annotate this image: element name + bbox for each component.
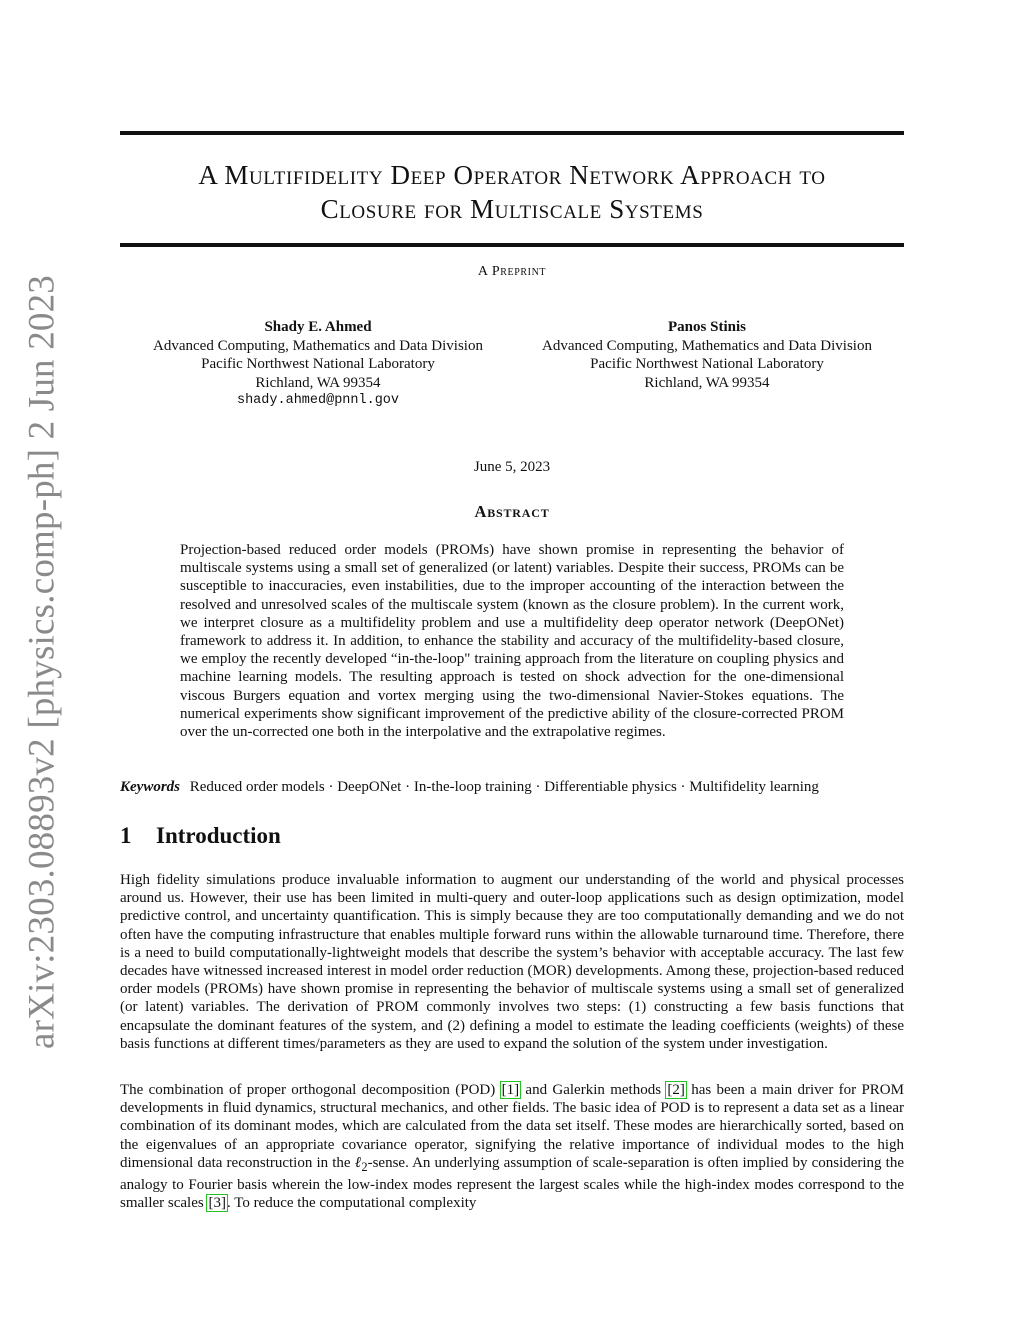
intro-paragraph-2-text: The combination of proper orthogonal decomposition (POD) [120, 1082, 501, 1098]
ell-symbol: ℓ [354, 1154, 362, 1171]
citation-link-2[interactable]: [2] [667, 1082, 685, 1098]
intro-paragraph-1: High fidelity simulations produce invaluable information to augment our understanding of the world and physical processes around us. However, their use has been limited in multi-query and outer-loop applications such as design optimization, model predictive control, and uncertainty quantification. This is simply because they are too computationally demanding and we do not often have the computing infrastructure that enables multiple forward runs within the allowable turnaround time. Therefore, there is a need to build computationally-lightweight models that describe the system’s behavior with acceptable accuracy. The last few decades have witnessed increased interest in model order reduction (MOR) developments. Among these, projection-based reduced order models (PROMs) have shown promise in representing the behavior of multiscale systems using a small set of generalized (or latent) variables. The derivation of PROM commonly involves two steps: (1) constructing a few basis functions that encapsulate the dominant features of the system, and (2) defining a model to estimate the leading coefficients (weights) of these basis functions at different times/parameters as they are used to expand the solution of the system under investigation. [120, 872, 904, 1052]
author-institution: Pacific Northwest National Laboratory [201, 356, 435, 372]
keywords-line [120, 779, 819, 796]
author-institution: Pacific Northwest National Laboratory [590, 356, 824, 372]
intro-paragraph-2-text: . To reduce the computational complexity [226, 1195, 477, 1212]
intro-paragraph-2-text: has been a main driver for PROM developments in fluid dynamics, structural mechanics, and other fields. The basic idea of POD is to represent a data set as a linear combination of its dominant modes, which are calculated from the data set itself. These modes are hierarchically sorted, based on the eigenvalues of an appropriate covariance operator, signifying the relative importance of individual modes to the high dimensional data reconstruction in the [120, 1082, 904, 1171]
paper-title [120, 158, 904, 226]
abstract-heading: Abstract [474, 502, 550, 521]
citation-link-3[interactable]: [3] [208, 1195, 226, 1212]
author-affiliation: Advanced Computing, Mathematics and Data Division [542, 337, 872, 354]
section-number: 1 [120, 823, 132, 848]
author-location: Richland, WA 99354 [644, 374, 770, 391]
title-line-2: Closure for Multiscale Systems [320, 194, 704, 224]
title-rule-top [120, 131, 904, 135]
publication-date: June 5, 2023 [473, 459, 551, 475]
author-location: Richland, WA 99354 [255, 374, 381, 391]
title-rule-bottom [120, 243, 904, 247]
intro-paragraph-2-text: and Galerkin methods [520, 1082, 667, 1098]
author-name: Shady E. Ahmed [264, 319, 372, 335]
section-title: Introduction [156, 823, 281, 848]
preprint-label: A Preprint [477, 264, 547, 279]
intro-paragraph-2 [120, 1081, 904, 1212]
title-line-1: A Multifidelity Deep Operator Network Approach to [198, 160, 826, 190]
ell-subscript: 2 [361, 1159, 368, 1174]
keywords-label: Keywords [120, 779, 180, 795]
section-heading-introduction [120, 823, 281, 849]
author-affiliation: Advanced Computing, Mathematics and Data Division [153, 337, 483, 354]
author-email-link[interactable]: shady.ahmed@pnnl.gov [236, 393, 400, 408]
author-block-2 [517, 318, 897, 392]
keywords-list: Reduced order models · DeepONet · In-the-loop training · Differentiable physics · Multifidelity learning [189, 779, 819, 795]
author-block-1 [128, 318, 508, 411]
abstract-text: Projection-based reduced order models (PROMs) have shown promise in representing the behavior of multiscale systems using a small set of generalized (or latent) variables. Despite their success, PROMs can be susceptible to inaccuracies, even instabilities, due to the improper accounting of the interaction between the resolved and unresolved scales of the multiscale system (known as the closure problem). In the current work, we interpret closure as a multifidelity problem and use a multifidelity deep operator network (DeepONet) framework to address it. In addition, to enhance the stability and accuracy of the multifidelity-based closure, we employ the recently developed “in-the-loop" training approach from the literature on coupling physics and machine learning models. The resulting approach is tested on shock advection for the one-dimensional viscous Burgers equation and vortex merging using the two-dimensional Navier-Stokes equations. The numerical experiments show significant improvement of the predictive ability of the closure-corrected PROM over the un-corrected one both in the interpolative and the extrapolative regimes. [180, 542, 844, 741]
intro-paragraph-2-text: -sense. An underlying assumption of scale-separation is often implied by considering the analogy to Fourier basis wherein the low-index modes represent the largest scales while the high-index modes correspond to the smaller scales [120, 1154, 905, 1212]
author-name: Panos Stinis [668, 319, 746, 335]
citation-link-1[interactable]: [1] [501, 1082, 520, 1098]
arxiv-identifier: arXiv:2303.08893v2 [physics.comp-ph] 2 Jun 2023 [21, 275, 63, 1049]
